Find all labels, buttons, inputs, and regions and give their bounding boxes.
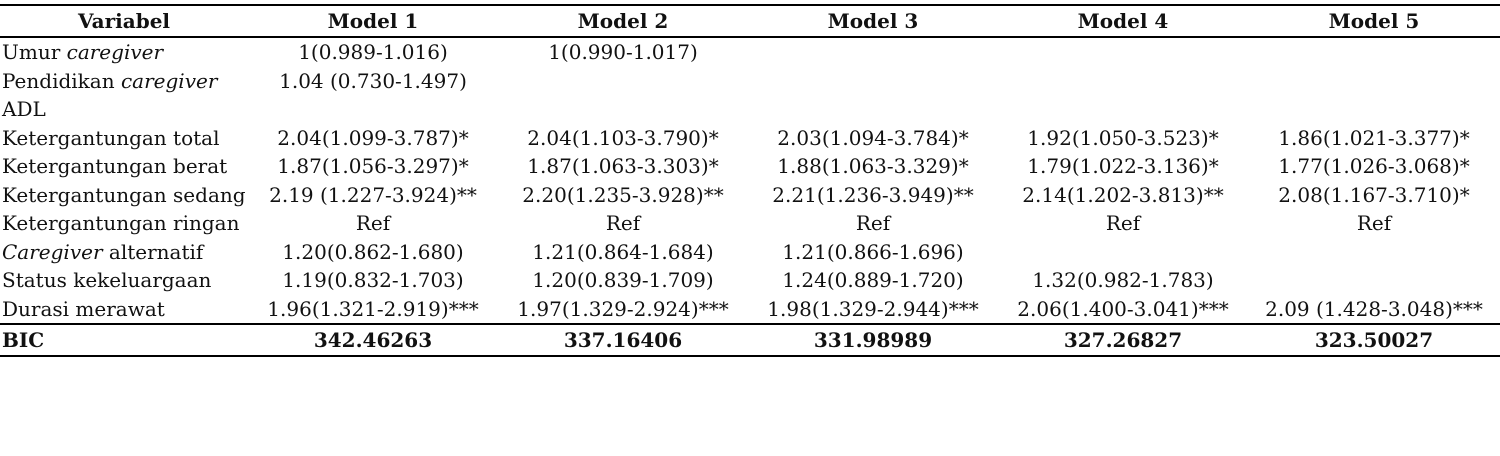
row-variable-label xyxy=(0,295,248,325)
bic-model-5: 323.50027 xyxy=(1314,328,1434,352)
cell-model-2: 1.20(0.839-1.709) xyxy=(532,268,714,292)
bic-model-2: 337.16406 xyxy=(563,328,683,352)
bic-label: BIC xyxy=(2,328,45,352)
table-row xyxy=(0,152,1500,181)
cell-model-5: 2.09 (1.428-3.048)*** xyxy=(1265,296,1483,321)
label-part-pre: Durasi merawat xyxy=(2,296,165,321)
cell-model-3: 1.21(0.866-1.696) xyxy=(782,239,964,264)
cell-model-4: 2.06(1.400-3.041)*** xyxy=(1017,296,1229,321)
label-part-pre: Umur xyxy=(2,40,67,64)
cell-model-5: Ref xyxy=(1356,211,1392,235)
cell-model-3: 2.03(1.094-3.784)* xyxy=(777,125,969,150)
table-row xyxy=(0,266,1500,295)
cell-model-2: 2.04(1.103-3.790)* xyxy=(527,125,719,150)
cell-model-5: 2.08(1.167-3.710)* xyxy=(1278,182,1470,207)
label-part-pre: Ketergantungan sedang xyxy=(2,182,246,207)
table-row xyxy=(0,238,1500,267)
header-model-3: Model 3 xyxy=(827,9,919,33)
bic-row xyxy=(0,324,1500,356)
row-variable-label xyxy=(0,124,248,153)
label-part-pre: Ketergantungan berat xyxy=(2,154,228,178)
cell-model-4: 1.32(0.982-1.783) xyxy=(1032,268,1214,292)
label-part-pre: ADL xyxy=(2,97,46,121)
label-part-post: alternatif xyxy=(102,239,204,264)
row-variable-label xyxy=(0,238,248,267)
cell-model-2: Ref xyxy=(605,211,641,235)
row-variable-label xyxy=(0,209,248,238)
cell-model-5 xyxy=(1248,67,1500,96)
cell-model-1: Ref xyxy=(355,211,391,235)
table-row xyxy=(0,124,1500,153)
cell-model-3: 1.98(1.329-2.944)*** xyxy=(767,296,979,321)
cell-model-1: 1.20(0.862-1.680) xyxy=(282,239,464,264)
cell-model-1: 2.19 (1.227-3.924)** xyxy=(269,182,477,207)
bic-model-3: 331.98989 xyxy=(813,328,933,352)
row-variable-label xyxy=(0,152,248,181)
header-model-1: Model 1 xyxy=(327,9,419,33)
header-model-5: Model 5 xyxy=(1328,9,1420,33)
row-variable-label xyxy=(0,37,248,67)
label-part-italic: caregiver xyxy=(120,68,218,93)
cell-model-4 xyxy=(998,67,1248,96)
cell-model-4: 1.79(1.022-3.136)* xyxy=(1027,154,1219,178)
header-model-2: Model 2 xyxy=(577,9,669,33)
label-part-italic: caregiver xyxy=(66,40,164,64)
cell-model-5 xyxy=(1248,37,1500,67)
table-body xyxy=(0,37,1500,324)
cell-model-5 xyxy=(1248,95,1500,124)
cell-model-4: 1.92(1.050-3.523)* xyxy=(1027,125,1219,150)
row-variable-label xyxy=(0,266,248,295)
table-row xyxy=(0,295,1500,325)
cell-model-2 xyxy=(498,95,748,124)
header-variabel: Variabel xyxy=(77,9,171,33)
table-row xyxy=(0,67,1500,96)
table-header-row xyxy=(0,5,1500,37)
cell-model-3 xyxy=(748,67,998,96)
label-part-pre: Ketergantungan ringan xyxy=(2,211,240,235)
cell-model-5: 1.86(1.021-3.377)* xyxy=(1278,125,1470,150)
cell-model-5 xyxy=(1248,266,1500,295)
cell-model-2: 1(0.990-1.017) xyxy=(548,40,698,64)
cell-model-2: 1.87(1.063-3.303)* xyxy=(527,154,719,178)
table-row xyxy=(0,209,1500,238)
cell-model-3: 2.21(1.236-3.949)** xyxy=(772,182,974,207)
cell-model-1: 1(0.989-1.016) xyxy=(298,40,448,64)
cell-model-1: 1.87(1.056-3.297)* xyxy=(277,154,469,178)
table-row xyxy=(0,181,1500,210)
row-variable-label xyxy=(0,181,248,210)
cell-model-3: 1.24(0.889-1.720) xyxy=(782,268,964,292)
regression-results-table xyxy=(0,4,1500,357)
cell-model-4 xyxy=(998,95,1248,124)
cell-model-4 xyxy=(998,37,1248,67)
row-variable-label xyxy=(0,95,248,124)
header-model-4: Model 4 xyxy=(1077,9,1169,33)
cell-model-5 xyxy=(1248,238,1500,267)
cell-model-1: 1.19(0.832-1.703) xyxy=(282,268,464,292)
bic-model-4: 327.26827 xyxy=(1063,328,1183,352)
label-part-pre: Status kekeluargaan xyxy=(2,268,212,292)
bic-model-1: 342.46263 xyxy=(313,328,433,352)
label-part-italic: Caregiver xyxy=(2,239,103,264)
cell-model-3: 1.88(1.063-3.329)* xyxy=(777,154,969,178)
cell-model-1: 1.96(1.321-2.919)*** xyxy=(267,296,479,321)
cell-model-4: 2.14(1.202-3.813)** xyxy=(1022,182,1224,207)
cell-model-1: 1.04 (0.730-1.497) xyxy=(279,68,467,93)
cell-model-1 xyxy=(248,95,498,124)
table-row xyxy=(0,95,1500,124)
cell-model-2: 2.20(1.235-3.928)** xyxy=(522,182,724,207)
label-part-pre: Pendidikan xyxy=(2,68,121,93)
row-variable-label xyxy=(0,67,248,96)
cell-model-3 xyxy=(748,95,998,124)
table-row xyxy=(0,37,1500,67)
cell-model-3 xyxy=(748,37,998,67)
cell-model-5: 1.77(1.026-3.068)* xyxy=(1278,154,1470,178)
regression-table-container xyxy=(0,4,1500,357)
cell-model-1: 2.04(1.099-3.787)* xyxy=(277,125,469,150)
cell-model-4 xyxy=(998,238,1248,267)
cell-model-2 xyxy=(498,67,748,96)
cell-model-3: Ref xyxy=(855,211,891,235)
cell-model-2: 1.97(1.329-2.924)*** xyxy=(517,296,729,321)
cell-model-4: Ref xyxy=(1105,211,1141,235)
label-part-pre: Ketergantungan total xyxy=(2,125,220,150)
cell-model-2: 1.21(0.864-1.684) xyxy=(532,239,714,264)
